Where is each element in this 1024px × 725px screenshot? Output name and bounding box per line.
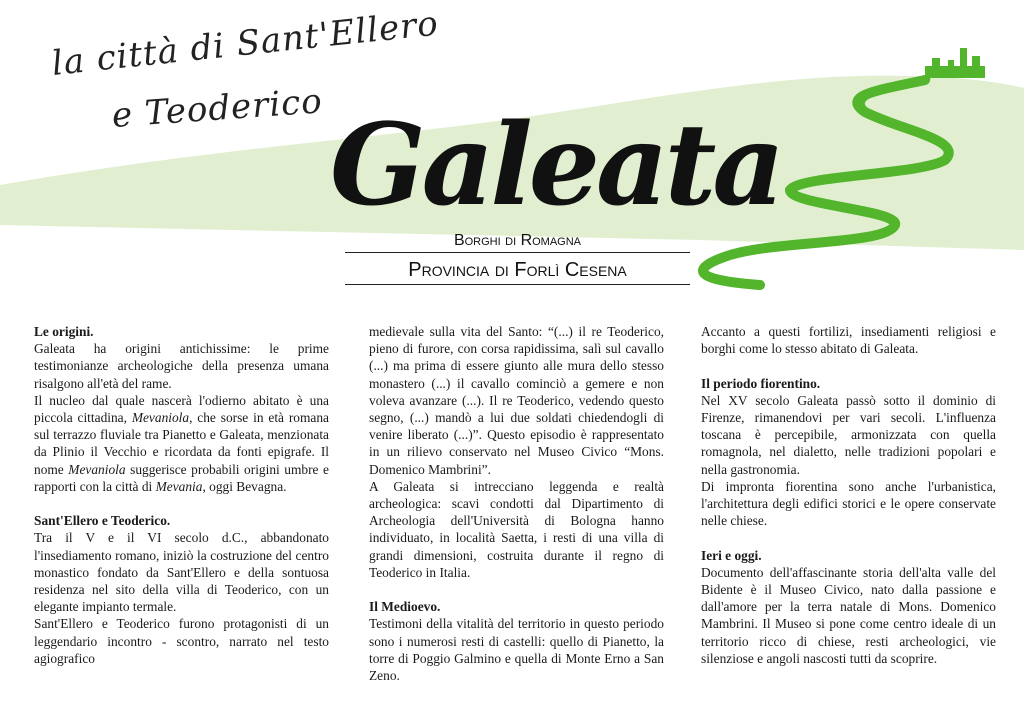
text-column-2 <box>369 323 664 684</box>
section-heading: Sant'Ellero e Teoderico. <box>34 513 171 529</box>
village-silhouette <box>925 48 985 78</box>
handwritten-note-line2: e Teoderico <box>110 81 324 136</box>
paragraph: A Galeata si intrecciano leggenda e realtà archeologica: scavi condotti dal Dipartimento di Archeologia dell'Università di Bologna hanno individuato, in località Saetta, i resti di una villa di grandi dimensioni, costruita durante il regno di Teoderico in Italia. <box>369 478 664 580</box>
divider-rule <box>345 284 690 285</box>
text-column-3 <box>701 323 996 667</box>
section-heading: Ieri e oggi. <box>701 547 762 563</box>
handwritten-note-line1: la città di Sant'Ellero <box>49 3 441 84</box>
paragraph: Galeata ha origini antichissime: le prime testimonianze archeologiche della presenza umana risalgono all'età del rame. <box>34 341 329 391</box>
paragraph: Il nucleo dal quale nascerà l'odierno abitato è una piccola cittadina, Mevaniola, che sorse in età romana sul terrazzo fluviale tra Pianetto e Galeata, menzionata da Plinio il Vecchio e ricordata da fonti epigrafe. Il nome Mevaniola suggerisce probabili origini umbre e rapporti con la città di Mevania, oggi Bevagna. <box>34 392 329 494</box>
paragraph: Di impronta fiorentina sono anche l'urbanistica, l'architettura degli edifici storici e le opere conservate nelle chiese. <box>701 478 996 529</box>
subtitle-borghi: Borghi di Romagna <box>453 232 582 249</box>
text-column-1 <box>34 323 329 667</box>
section-heading: Il Medioevo. <box>369 599 441 615</box>
paragraph: medievale sulla vita del Santo: “(...) il re Teoderico, pieno di furore, con corsa rapidissima, salì sul cavallo (...) ma prima di essere giunto alle mura dello stesso monastero (...) il cavallo cominciò a gemere e non voleva avanzare (...). Il re Teoderico, vedendo questo segno, (...) mandò a lui due soldati chiedendogli di venire liberato (...)”. Questo episodio è rappresentato in un rilievo conservato nel Museo Civico “Mons. Domenico Mambrini”. <box>369 324 664 477</box>
paragraph: Nel XV secolo Galeata passò sotto il dominio di Firenze, rimanendovi per vari secoli. L'influenza toscana è percepibile, armonizzata con quella romagnola, nel dialetto, nelle tradizioni popolari e nella gastronomia. <box>701 392 996 477</box>
subtitle-provincia: Provincia di Forlì Cesena <box>408 259 627 281</box>
paragraph: Testimoni della vitalità del territorio in questo periodo sono i numerosi resti di castelli: quello di Pianetto, la torre di Poggio Galmino e quella di Monte Erno a San Zeno. <box>369 616 664 684</box>
divider-rule <box>345 252 690 253</box>
page-title: Galeata <box>330 100 781 231</box>
paragraph: Sant'Ellero e Teoderico furono protagonisti di un leggendario incontro - scontro, narrato nel testo agiografico <box>34 616 329 666</box>
section-heading: Le origini. <box>34 324 94 339</box>
section-heading: Il periodo fiorentino. <box>701 375 821 391</box>
paragraph: Tra il V e il VI secolo d.C., abbandonato l'insediamento romano, iniziò la costruzione del centro monastico fondato da Sant'Ellero e della sontuosa residenza nel sito della villa di Teoderico, con un elegante impianto termale. <box>34 530 329 615</box>
paragraph: Documento dell'affascinante storia dell'alta valle del Bidente è il Museo Civico, nato dalla passione e dall'amore per la terra natale di Mons. Domenico Mambrini. Il Museo si pone come centro ideale di un territorio ricco di chiese, resti archeologici, vie silenziose e angoli nascosti tutti da scoprire. <box>701 564 996 666</box>
paragraph: Accanto a questi fortilizi, insediamenti religiosi e borghi come lo stesso abitato di Galeata. <box>701 324 996 357</box>
